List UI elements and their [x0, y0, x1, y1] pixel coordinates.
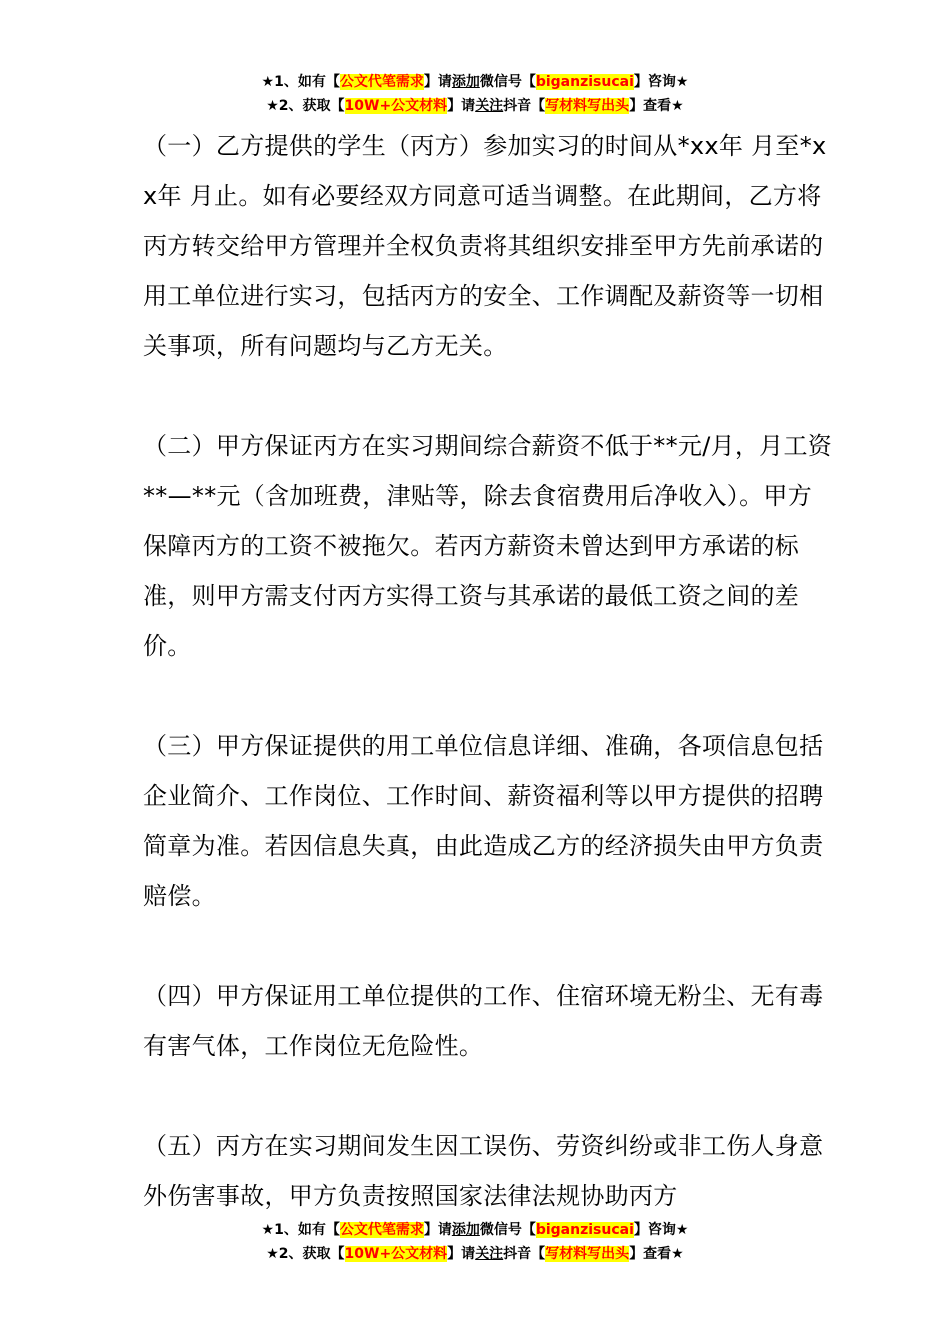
banner-underlined: 添加	[451, 1222, 480, 1238]
banner-highlight: 10W+公文材料	[344, 98, 448, 114]
banner-underlined: 添加	[451, 74, 480, 90]
banner-text: ★1、如有【	[261, 74, 340, 90]
paragraph-4: （四）甲方保证用工单位提供的工作、住宿环境无粉尘、无有毒有害气体，工作岗位无危险性。	[143, 982, 824, 1060]
paragraph-2: （二）甲方保证丙方在实习期间综合薪资不低于**元/月，月工资**—**元（含加班费，津贴等，除去食宿费用后净收入）。甲方保障丙方的工资不被拖欠。若丙方薪资未曾达到甲方承诺的标准，则甲方需支付丙方实得工资与其承诺的最低工资之间的差价。	[143, 432, 833, 660]
banner-highlight: biganzisucai	[535, 74, 634, 90]
header-banner	[0, 70, 950, 118]
banner-text: 】查看★	[629, 98, 684, 114]
footer-banner	[0, 1218, 950, 1266]
banner-text: 抖音【	[503, 1246, 546, 1262]
banner-highlight: 公文代笔需求	[339, 74, 424, 90]
banner-text: 微信号【	[479, 74, 536, 90]
banner-underlined: 关注	[475, 1246, 504, 1262]
banner-text: ★2、获取【	[266, 98, 345, 114]
banner-line-1	[0, 70, 950, 94]
banner-text: ★2、获取【	[266, 1246, 345, 1262]
banner-line-2	[0, 94, 950, 118]
banner-text: 微信号【	[479, 1222, 536, 1238]
paragraph-1: （一）乙方提供的学生（丙方）参加实习的时间从*xx年 月至*xx年 月止。如有必要经双方同意可适当调整。在此期间，乙方将丙方转交给甲方管理并全权负责将其组织安排至甲方先前承诺的用工单位进行实习，包括丙方的安全、工作调配及薪资等一切相关事项，所有问题均与乙方无关。	[143, 132, 827, 360]
banner-highlight: 10W+公文材料	[344, 1246, 448, 1262]
document-body	[143, 121, 833, 1271]
banner-text: 】查看★	[629, 1246, 684, 1262]
banner-text: 】请	[447, 1246, 476, 1262]
banner-text: 】咨询★	[633, 1222, 689, 1238]
banner-text: 】请	[423, 74, 452, 90]
banner-line-2	[0, 1242, 950, 1266]
banner-line-1	[0, 1218, 950, 1242]
banner-text: 】请	[447, 98, 476, 114]
banner-highlight: 公文代笔需求	[339, 1222, 424, 1238]
banner-text: 】请	[423, 1222, 452, 1238]
banner-highlight: biganzisucai	[535, 1222, 634, 1238]
paragraph-5: （五）丙方在实习期间发生因工误伤、劳资纠纷或非工伤人身意外伤害事故，甲方负责按照国家法律法规协助丙方	[143, 1132, 824, 1210]
banner-text: 抖音【	[503, 98, 546, 114]
banner-text: ★1、如有【	[261, 1222, 340, 1238]
banner-highlight: 写材料写出头	[545, 1246, 630, 1262]
banner-underlined: 关注	[475, 98, 504, 114]
paragraph-3: （三）甲方保证提供的用工单位信息详细、准确，各项信息包括企业简介、工作岗位、工作时间、薪资福利等以甲方提供的招聘简章为准。若因信息失真，由此造成乙方的经济损失由甲方负责赔偿。	[143, 732, 824, 910]
banner-highlight: 写材料写出头	[545, 98, 630, 114]
banner-text: 】咨询★	[633, 74, 689, 90]
